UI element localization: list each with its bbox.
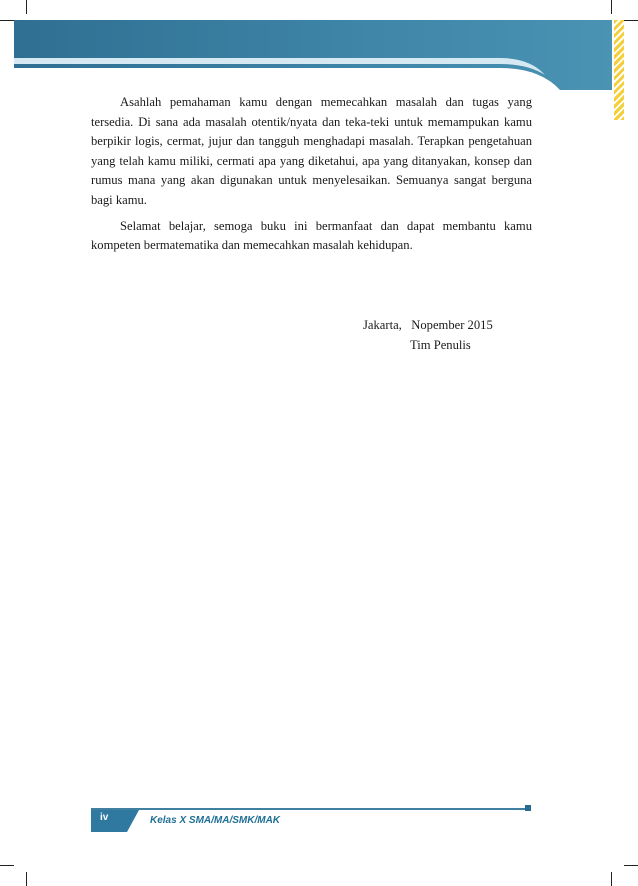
preface-body [91,93,532,262]
footer-book-title: Kelas X SMA/MA/SMK/MAK [150,815,281,826]
paragraph-closing-wishes: Selamat belajar, semoga buku ini bermanfaat dan dapat membantu kamu kompeten bermatematika dan memecahkan masalah kehidupan. [91,218,532,253]
accent-stripe [614,20,624,120]
page-number: iv [100,812,109,823]
footer-rule-end-square [525,805,531,811]
crop-mark-bottom-right-v [611,872,612,886]
place-date: Jakarta, Nopember 2015 [363,318,493,332]
crop-mark-bottom-right-h [624,865,638,866]
signoff-block [363,316,493,355]
page-number-tab [91,810,139,832]
footer-rule [91,808,527,810]
header-band [0,0,638,90]
crop-mark-bottom-left-h [0,865,14,866]
author-name: Tim Penulis [410,337,471,352]
crop-mark-bottom-left-v [26,872,27,886]
paragraph-study-tips: Asahlah pemahaman kamu dengan memecahkan masalah dan tugas yang tersedia. Di sana ada masalah otentik/nyata dan teka-teki untuk memampukan kamu berpikir logis, cermat, jujur dan tangguh menghadapi masalah. Terapkan pengetahuan yang telah kamu miliki, cermati apa yang diketahui, apa yang ditanyakan, konsep dan rumus mana yang akan digunakan untuk menyelesaikan. Semuanya sangat berguna bagi kamu. [91,95,532,207]
